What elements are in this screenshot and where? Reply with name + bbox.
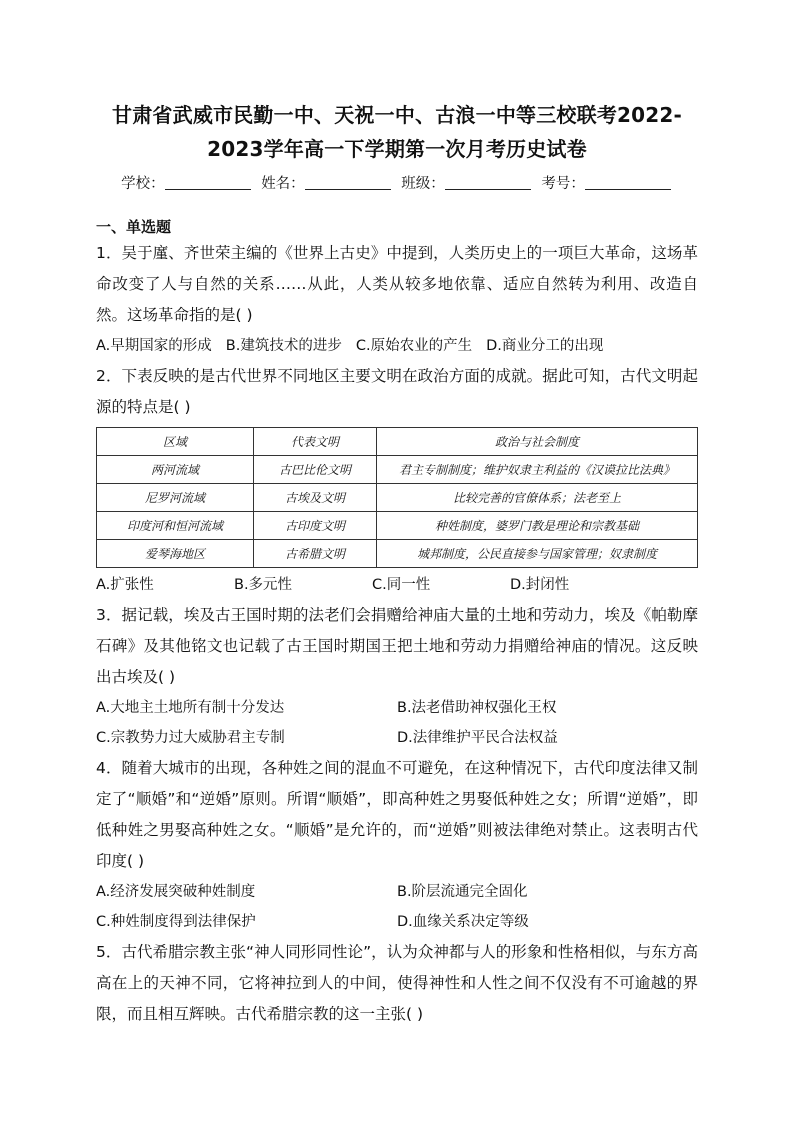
table-cell: 两河流域 [97, 456, 254, 484]
table-header-civilization: 代表文明 [254, 428, 377, 456]
q1-option-d[interactable]: D.商业分工的出现 [486, 338, 604, 354]
q1-option-a[interactable]: A.早期国家的形成 [96, 338, 212, 354]
question-3-text: 3．据记载，埃及古王国时期的法老们会捐赠给神庙大量的土地和劳动力，埃及《帕勒摩石碑》及其他铭文也记载了古王国时期国王把土地和劳动力捐赠给神庙的情况。这反映出古埃及( ) [96, 606, 698, 686]
school-blank[interactable] [165, 175, 251, 190]
table-cell: 比较完善的官僚体系；法老至上 [377, 484, 698, 512]
q3-option-b[interactable]: B.法老借助神权强化王权 [397, 700, 557, 716]
section-heading: 一、单选题 [96, 218, 172, 236]
name-blank[interactable] [305, 175, 391, 190]
field-class[interactable]: 班级： [401, 172, 533, 196]
table-cell: 古希腊文明 [254, 540, 377, 568]
q3-option-c[interactable]: C.宗教势力过大威胁君主专制 [96, 730, 285, 746]
civilization-table [96, 427, 698, 568]
q1-option-b[interactable]: B.建筑技术的进步 [225, 338, 342, 354]
title-line-1: 甘肃省武威市民勤一中、天祝一中、古浪一中等三校联考2022- [112, 103, 682, 127]
q3-option-d[interactable]: D.法律维护平民合法权益 [397, 730, 558, 746]
q2-option-c[interactable]: C.同一性 [372, 577, 431, 593]
table-cell: 爱琴海地区 [97, 540, 254, 568]
student-info-fields [96, 172, 698, 196]
table-row [97, 540, 698, 568]
field-exam-number[interactable]: 考号： [541, 172, 673, 196]
table-row [97, 484, 698, 512]
question-4-options [96, 877, 698, 937]
class-blank[interactable] [445, 175, 531, 190]
q2-option-a[interactable]: A.扩张性 [96, 577, 154, 593]
q4-option-d[interactable]: D.血缘关系决定等级 [397, 914, 529, 930]
q4-option-a[interactable]: A.经济发展突破种姓制度 [96, 884, 256, 900]
q2-option-d[interactable]: D.封闭性 [510, 577, 570, 593]
q3-option-a[interactable]: A.大地主土地所有制十分发达 [96, 700, 285, 716]
table-header-row [97, 428, 698, 456]
table-row [97, 512, 698, 540]
field-name[interactable]: 姓名： [261, 172, 393, 196]
exam-title [96, 98, 698, 166]
question-4-text: 4．随着大城市的出现，各种姓之间的混血不可避免，在这种情况下，古代印度法律又制定了“顺婚”和“逆婚”原则。所谓“顺婚”，即高种姓之男娶低种姓之女；所谓“逆婚”，即低种姓之男娶高种姓之女。“顺婚”是允许的，而“逆婚”则被法律绝对禁止。这表明古代印度( ) [96, 759, 698, 870]
table-row [97, 456, 698, 484]
table-cell: 城邦制度，公民直接参与国家管理；奴隶制度 [377, 540, 698, 568]
q4-option-b[interactable]: B.阶层流通完全固化 [397, 884, 528, 900]
table-cell: 尼罗河流域 [97, 484, 254, 512]
table-header-system: 政治与社会制度 [377, 428, 698, 456]
question-1-options [96, 331, 698, 361]
question-2-options [96, 570, 698, 600]
table-cell: 古印度文明 [254, 512, 377, 540]
question-3-options [96, 693, 698, 753]
q1-option-c[interactable]: C.原始农业的产生 [355, 338, 473, 354]
field-school[interactable]: 学校： [121, 172, 253, 196]
q2-option-b[interactable]: B.多元性 [234, 577, 293, 593]
question-1-text: 1．吴于廑、齐世荣主编的《世界上古史》中提到，人类历史上的一项巨大革命，这场革命改变了人与自然的关系……从此，人类从较多地依靠、适应自然转为利用、改造自然。这场革命指的是( ) [96, 244, 698, 324]
table-cell: 古埃及文明 [254, 484, 377, 512]
table-cell: 种姓制度，婆罗门教是理论和宗教基础 [377, 512, 698, 540]
title-line-2: 2023学年高一下学期第一次月考历史试卷 [207, 137, 587, 161]
table-header-region: 区域 [97, 428, 254, 456]
table-cell: 印度河和恒河流域 [97, 512, 254, 540]
q4-option-c[interactable]: C.种姓制度得到法律保护 [96, 914, 256, 930]
exam-number-blank[interactable] [585, 175, 671, 190]
table-cell: 古巴比伦文明 [254, 456, 377, 484]
question-2-text: 2．下表反映的是古代世界不同地区主要文明在政治方面的成就。据此可知，古代文明起源的特点是( ) [96, 367, 698, 416]
table-cell: 君主专制制度；维护奴隶主利益的《汉谟拉比法典》 [377, 456, 698, 484]
question-5-text: 5．古代希腊宗教主张“神人同形同性论”，认为众神都与人的形象和性格相似，与东方高高在上的天神不同，它将神拉到人的中间，使得神性和人性之间不仅没有不可逾越的界限，而且相互辉映。古代希腊宗教的这一主张( ) [96, 943, 698, 1023]
